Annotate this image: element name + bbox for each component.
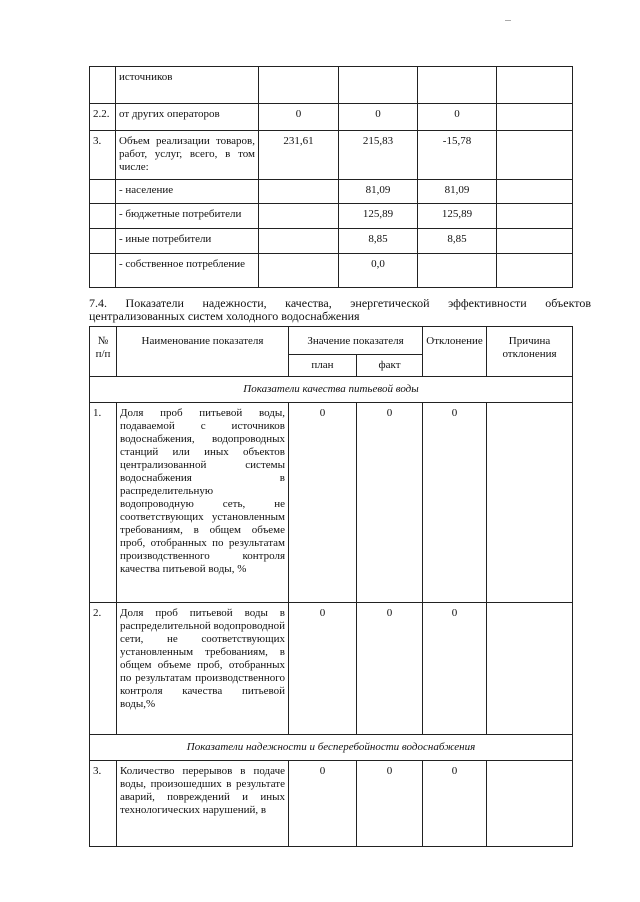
row-name: - иные потребители <box>116 229 259 254</box>
row-plan: 0 <box>259 104 339 131</box>
group-title-quality: Показатели качества питьевой воды <box>90 377 573 403</box>
header-row <box>90 327 573 355</box>
row-fact: 8,85 <box>339 229 418 254</box>
row-plan <box>259 254 339 288</box>
heading-word: Показатели <box>125 296 184 310</box>
row-deviation: 0 <box>423 603 487 735</box>
row-number: 1. <box>90 403 117 603</box>
row-reason <box>497 180 573 204</box>
row-number: 2. <box>90 603 117 735</box>
row-number <box>90 229 116 254</box>
financial-table <box>89 66 573 288</box>
scan-mark <box>505 20 511 21</box>
row-number: 3. <box>90 131 116 180</box>
row-fact: 0 <box>357 603 423 735</box>
row-reason <box>487 761 573 847</box>
row-plan <box>259 204 339 229</box>
heading-word: объектов <box>545 296 591 310</box>
row-deviation: 0 <box>418 104 497 131</box>
table-row <box>90 104 573 131</box>
row-deviation: 125,89 <box>418 204 497 229</box>
group-row <box>90 377 573 403</box>
section-heading <box>89 297 591 323</box>
row-fact: 0,0 <box>339 254 418 288</box>
row-name: - бюджетные потребители <box>116 204 259 229</box>
table-row <box>90 603 573 735</box>
header-reason: Причина отклонения <box>487 327 573 377</box>
heading-word: надежности, <box>202 296 267 310</box>
row-deviation <box>418 254 497 288</box>
heading-word: 7.4. <box>89 296 107 310</box>
row-plan <box>259 229 339 254</box>
row-reason <box>497 67 573 104</box>
row-number: 2.2. <box>90 104 116 131</box>
row-deviation <box>418 67 497 104</box>
table-row <box>90 131 573 180</box>
row-fact: 215,83 <box>339 131 418 180</box>
row-fact: 81,09 <box>339 180 418 204</box>
header-name: Наименование показателя <box>117 327 289 377</box>
section-heading-line2: централизованных систем холодного водоснабжения <box>89 309 360 323</box>
row-number <box>90 204 116 229</box>
row-number <box>90 254 116 288</box>
row-name: Доля проб питьевой воды в распределительной водопроводной сети, не соответствующих установленным требованиям, в общем объеме проб, отобранных по результатам производственного контроля качества питьевой воды,% <box>117 603 289 735</box>
table-row <box>90 403 573 603</box>
row-number <box>90 67 116 104</box>
row-fact: 0 <box>357 761 423 847</box>
row-plan: 0 <box>289 603 357 735</box>
row-reason <box>497 254 573 288</box>
table-row <box>90 67 573 104</box>
row-name: источников <box>116 67 259 104</box>
row-deviation: 0 <box>423 403 487 603</box>
header-plan: план <box>289 355 357 377</box>
table-row <box>90 180 573 204</box>
row-fact: 0 <box>339 104 418 131</box>
row-name: от других операторов <box>116 104 259 131</box>
header-num: № п/п <box>90 327 117 377</box>
row-reason <box>487 403 573 603</box>
row-fact <box>339 67 418 104</box>
row-plan: 0 <box>289 761 357 847</box>
header-deviation: Отклонение <box>423 327 487 377</box>
table-row <box>90 229 573 254</box>
row-reason <box>497 229 573 254</box>
header-fact: факт <box>357 355 423 377</box>
row-reason <box>497 204 573 229</box>
row-name: Количество перерывов в подаче воды, произошедших в результате аварий, повреждений и иных технологических нарушений, в <box>117 761 289 847</box>
row-number: 3. <box>90 761 117 847</box>
row-plan: 231,61 <box>259 131 339 180</box>
row-name: - население <box>116 180 259 204</box>
row-reason <box>497 131 573 180</box>
row-deviation: 81,09 <box>418 180 497 204</box>
row-plan: 0 <box>289 403 357 603</box>
heading-word: эффективности <box>448 296 527 310</box>
group-title-reliability: Показатели надежности и бесперебойности водоснабжения <box>90 735 573 761</box>
row-plan <box>259 180 339 204</box>
indicators-table <box>89 326 573 847</box>
row-deviation: -15,78 <box>418 131 497 180</box>
table-row <box>90 761 573 847</box>
row-number <box>90 180 116 204</box>
heading-word: энергетической <box>350 296 430 310</box>
table-row <box>90 204 573 229</box>
row-reason <box>497 104 573 131</box>
group-row <box>90 735 573 761</box>
table-row <box>90 254 573 288</box>
row-plan <box>259 67 339 104</box>
row-fact: 125,89 <box>339 204 418 229</box>
row-deviation: 8,85 <box>418 229 497 254</box>
row-deviation: 0 <box>423 761 487 847</box>
row-name: - собственное потребление <box>116 254 259 288</box>
row-fact: 0 <box>357 403 423 603</box>
row-name: Доля проб питьевой воды, подаваемой с источников водоснабжения, водопроводных станций или иных объектов централизованной системы водоснабжения в распределительную водопроводную сеть, не соответствующих установленным требованиям, в общем объеме проб, отобранных по результатам производственного контроля качества питьевой воды, % <box>117 403 289 603</box>
row-reason <box>487 603 573 735</box>
header-value: Значение показателя <box>289 327 423 355</box>
row-name: Объем реализации товаров, работ, услуг, всего, в том числе: <box>116 131 259 180</box>
heading-word: качества, <box>285 296 332 310</box>
